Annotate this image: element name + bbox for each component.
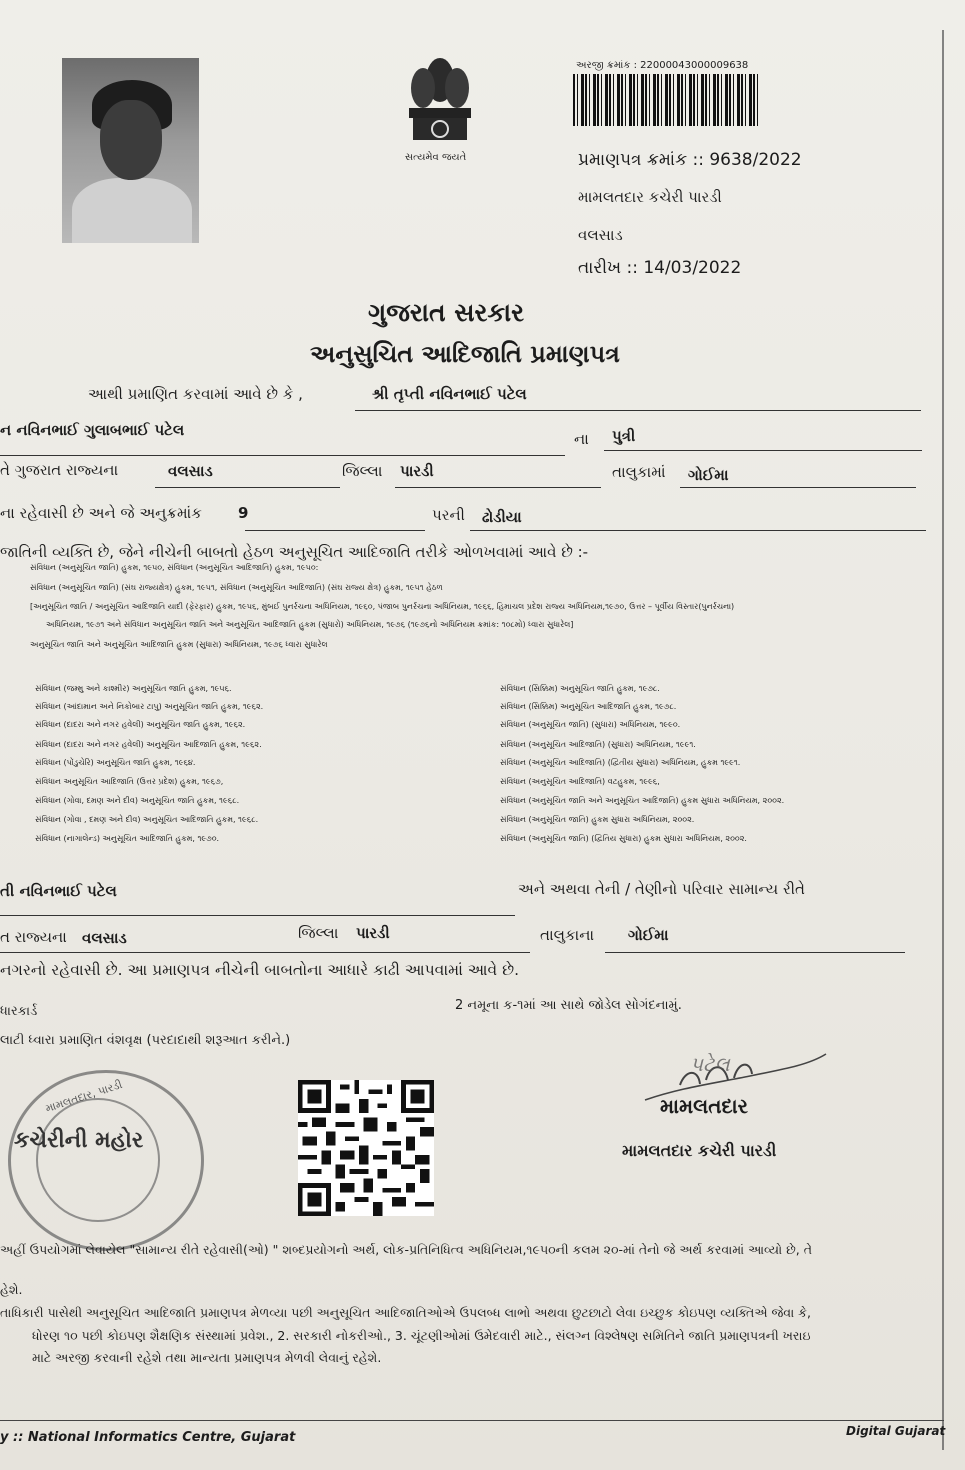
declaration-text: જાતિની વ્યક્તિ છે, જેને નીચેની બાબતો હેઠળ અનુસૂચિત આદિજાતિ તરીકે ઓળખવામાં આવે છે :- [0,543,589,561]
order-right: સંવિધાન (અનુસૂચિત આદિજાતિ) વટહુકમ, ૧૯૯૬, [500,777,660,786]
order-left: સંવિધાન (નાગાલેન્ડ) અનુસૂચિત આદિજાતિ હુકમ, ૧૯૭૦. [35,834,220,843]
order-line: સંવિધાન (અનુસૂચિત જાતિ) હુકમ, ૧૯૫૦, સંવિધાન (અનુસૂચિત આદિજાતિ) હુકમ, ૧૯૫૦: [30,563,319,572]
village-value: ગોઈમા [688,466,729,484]
order-right: સંવિધાન (અનુસૂચિત જાતિ) (દ્વિતિય સુધારા) હુકમ સુધારા અધિનિયમ, ૨૦૦૨. [500,834,747,843]
signature-scribble: પટેલ [690,1052,730,1076]
order-right: સંવિધાન (સિક્કિમ) અનુસૂચિત આદિજાતિ હુકમ, ૧૯૭૮. [500,702,677,711]
certificate-title: અનુસુચિત આદિજાતિ પ્રમાણપત્ર [310,340,620,368]
issuing-office: મામલતદાર કચેરી પારડી [578,188,722,206]
residence-village: ગોઈમા [628,926,669,944]
basis-item-2: 2 નમૂના ક-૧માં આ સાથે જોડેલ સોગંદનામું. [455,998,682,1013]
seal-ring-text: મામલતદાર, પારડી [43,1077,124,1116]
order-right: સંવિધાન (અનુસૂચિત આદિજાતિ) (સુધારા) અધિનિયમ, ૧૯૯૧. [500,740,696,749]
order-right: સંવિધાન (સિક્કિમ) અનુસૂચિત જાતિ હુકમ, ૧૯૭૮. [500,684,660,693]
issued-basis-text: નગરનો રહેવાસી છે. આ પ્રમાણપત્ર નીચેની બાબતોના આધારે કાઢી આપવામાં આવે છે. [0,961,520,979]
barcode [573,74,760,126]
note-line: હેશે. [0,1282,23,1297]
order-line: [અનુસૂચિત જાતિ / અનુસૂચિત આદિજાતિ યાદી (ફેરફાર) હુકમ, ૧૯૫૬, મુંબઈ પુનર્રચના અધિનિયમ, ૧૯૬૦, પંજાબ પુનર્રચના અધિનિયમ, ૧૯૬૬, હિમાચલ પ્રદેશ રાજ્ય અધિનિયમ,૧૯૭૦, ઉત્તર – પૂર્વીય વિસ્તાર(પુનર્રચના) [30,602,735,611]
taluka-label: તાલુકામાં [612,463,666,481]
order-left: સંવિધાન (ગોવા, દમણ અને દીવ) અનુસૂચિત જાતિ હુકમ, ૧૯૬૮. [35,796,240,805]
order-right: સંવિધાન (અનુસૂચિત જાતિ) હુકમ સુધારા અધિનિયમ, ૨૦૦૨. [500,815,695,824]
order-left: સંવિધાન (દાદરા અને નગર હવેલી) અનુસૂચિત જાતિ હુકમ, ૧૯૬૨. [35,720,246,729]
order-left: સંવિધાન (આંદામાન અને નિકોબાર ટાપુ) અનુસૂચિત જાતિ હુકમ, ૧૯૬૨. [35,702,264,711]
applicant-photo [62,58,199,243]
issuing-district: વલસાડ [578,226,623,244]
footer-divider [0,1420,944,1421]
order-left: સંવિધાન (જમ્મુ અને કાશ્મીર) અનુસૂચિત જાતિ હુકમ, ૧૯૫૬. [35,684,232,693]
signatory-title: મામલતદાર [660,1094,748,1118]
resident-name: તી નવિનભાઈ પટેલ [0,882,117,900]
government-title: ગુજરાત સરકાર [368,298,525,327]
family-text: અને અથવા તેની / તેણીનો પરિવાર સામાન્ય રીતે [518,880,805,898]
residence-district: વલસાડ [82,929,127,947]
serial-number: 9 [238,504,249,522]
relation-value: પુત્રી [612,427,636,445]
order-left: સંવિધાન (ગોવા , દમણ અને દીવ) અનુસૂચિત આદિજાતિ હુકમ, ૧૯૬૮. [35,815,259,824]
certificate-number: પ્રમાણપત્ર ક્રમાંક :: 9638/2022 [578,150,802,170]
order-line: અનુસૂચિત જાતિ અને અનુસૂચિત આદિજાતિ હુકમ (સુધારા) અધિનિયમ, ૧૯૭૬ ધ્વારા સુધારેલ [30,640,328,649]
residence-state-prefix: ત રાજ્યના [0,928,67,946]
order-right: સંવિધાન (અનુસૂચિત આદિજાતિ) (દ્વિતીય સુધારા) અધિનિયમ, હુકમ ૧૯૯૧. [500,758,741,767]
relation-prefix: ના [574,430,589,448]
order-left: સંવિધાન (દાદરા અને નગર હવેલી) અનુસૂચિત આદિજાતિ હુકમ, ૧૯૬૨. [35,740,262,749]
signatory-office: મામલતદાર કચેરી પારડી [622,1141,777,1160]
order-right: સંવિધાન (અનુસૂચિત જાતિ અને અનુસૂચિત આદિજાતિ) હુકમ સુધારા અધિનિયમ, ૨૦૦૨. [500,796,785,805]
order-left: સંવિધાન (પોંડુચેરિ) અનુસૂચિત જાતિ હુકમ, ૧૯૬૪. [35,758,196,767]
footer-right: Digital Gujarat [846,1424,946,1438]
resident-prefix: ના રહેવાસી છે અને જે અનુક્રમાંક [0,504,202,522]
order-left: સંવિધાન અનુસૂચિત આદિજાતિ (ઉત્તર પ્રદેશ) હુકમ, ૧૯૬૭, [35,777,224,786]
emblem-motto: સત્યમેવ જયતે [405,152,467,163]
note-line: તાધિકારી પાસેથી અનુસૂચિત આદિજાતિ પ્રમાણપત્ર મેળવ્યા પછી અનુસૂચિત આદિજાતિઓએ ઉપલબ્ધ લાભો અથવા છુટછાટો લેવા ઇચ્છુક કોઇપણ વ્યક્તિએ જેવા કે, [0,1305,811,1320]
certify-prefix: આથી પ્રમાણિત કરવામાં આવે છે કે , [88,385,303,403]
footer-left: y :: National Informatics Centre, Gujarat [0,1430,296,1445]
residence-district-label: જિલ્લા [298,924,339,942]
application-number: અરજી ક્રમાંક : 22000043000009638 [576,60,749,71]
district-label: જિલ્લા [342,462,383,480]
order-line: સંવિધાન (અનુસૂચિત જાતિ) (સંઘ રાજ્યક્ષેત્ર) હુકમ, ૧૯૫૧, સંવિધાન (અનુસૂચિત આદિજાતિ) (સંઘ રાજ્ય ક્ષેત્ર) હુકમ, ૧૯૫૧ હેઠળ [30,583,443,592]
order-line: અધિનિયમ, ૧૯૭૧ અને સંવિધાન અનુસૂચિત જાતિ અને અનુસૂચિત આદિજાતિ હુકમ (સુધારો) અધિનિયમ, ૧૯૭૬ (૧૯૭૬નો અધિનિયમ ક્રમાંક: ૧૦૮મો) ધ્વારા સુધારેલ] [46,620,574,629]
taluka-value: પારડી [400,462,434,480]
qr-code [298,1080,434,1216]
page-border [942,30,944,1450]
residence-taluka: પારડી [356,924,390,942]
state-prefix: તે ગુજરાત રાજ્યના [0,461,119,479]
issue-date: તારીખ :: 14/03/2022 [578,258,742,278]
residence-taluka-label: તાલુકાના [540,926,595,944]
order-right: સંવિધાન (અનુસૂચિત જાતિ) (સુધારા) અધિનિયમ, ૧૯૯૦. [500,720,681,729]
basis-item-1: ધારકાર્ડ [0,1004,38,1019]
note-line: ધોરણ ૧૦ પછી કોઇપણ શૈક્ષણિક સંસ્થામાં પ્રવેશ., 2. સરકારી નોકરીઓ., 3. ચૂંટણીઓમાં ઉમેદવારી માટે., સંલગ્ન વિશ્લેષણ સમિતિને જાતિ પ્રમાણપત્રની ખરાઇ [32,1328,811,1343]
father-name: ન નવિનભાઈ ગુલાબભાઈ પટેલ [0,421,185,439]
seal-text: કચેરીની મહોર [14,1128,144,1153]
note-line: અહીં ઉપયોગમાં લેવાયેલ "સામાન્ય રીતે રહેવાસી(ઓ) " શબ્દપ્રયોગનો અર્થ, લોક-પ્રતિનિધિત્વ અધિનિયમ,૧૯૫૦ની કલમ ૨૦-માં તેનો જે અર્થ કરવામાં આવ્યો છે, તે [0,1242,813,1257]
basis-item-3: લાટી ધ્વારા પ્રમાણિત વંશવૃક્ષ (પરદાદાથી શરૂઆત કરીને.) [0,1033,291,1048]
district-value: વલસાડ [168,462,213,480]
applicant-name: શ્રી તૃપ્તી નવિનભાઈ પટેલ [372,385,527,403]
of-label: પરની [432,506,465,524]
note-line: માટે અરજી કરવાની રહેશે તથા માન્યતા પ્રમાણપત્ર મેળવી લેવાનું રહેશે. [32,1350,382,1365]
tribe-value: ઢોડીયા [482,508,522,526]
